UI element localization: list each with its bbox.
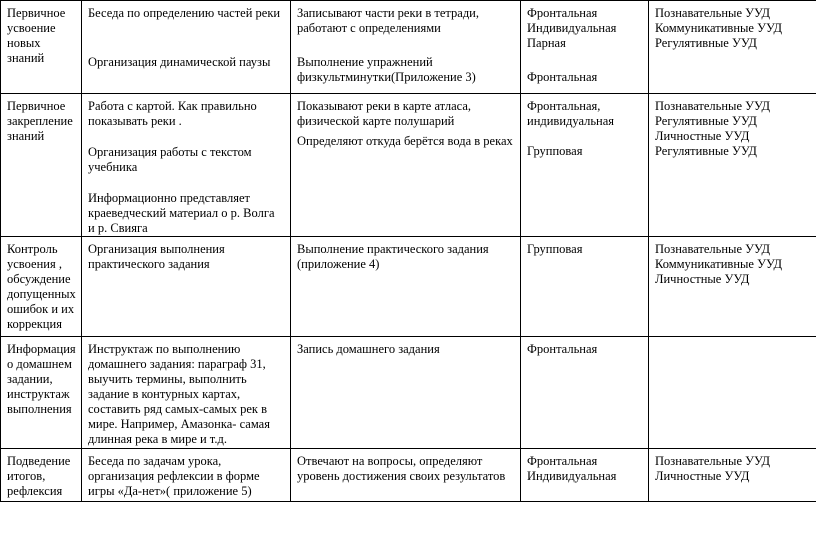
stage-cell: Первичное закрепление знаний bbox=[1, 94, 82, 237]
student-activity-cell: Выполнение практического задания (приложение 4) bbox=[291, 237, 521, 337]
stage-cell: Информация о домашнем задании, инструктаж выполнения bbox=[1, 337, 82, 449]
work-form-cell: Групповая bbox=[521, 237, 649, 337]
work-form-cell: Фронтальная, индивидуальная Групповая bbox=[521, 94, 649, 237]
student-activity-cell: Записывают части реки в тетради, работают с определениями Выполнение упражнений физкультминутки(Приложение 3) bbox=[291, 1, 521, 94]
table-row bbox=[1, 1, 816, 94]
uud-cell: Познавательные УУД Личностные УУД bbox=[649, 449, 816, 502]
work-form-cell: Фронтальная bbox=[521, 337, 649, 449]
table-row bbox=[1, 337, 816, 449]
uud-cell: Познавательные УУД Регулятивные УУД Личностные УУД Регулятивные УУД bbox=[649, 94, 816, 237]
teacher-activity-cell: Беседа по определению частей реки Организация динамической паузы bbox=[82, 1, 291, 94]
student-activity-cell: Запись домашнего задания bbox=[291, 337, 521, 449]
uud-cell: Познавательные УУД Коммуникативные УУД Личностные УУД bbox=[649, 237, 816, 337]
work-form-cell: Фронтальная Индивидуальная bbox=[521, 449, 649, 502]
student-activity-cell: Показывают реки в карте атласа, физической карте полушарий Определяют откуда берётся вода в реках bbox=[291, 94, 521, 237]
table-row bbox=[1, 94, 816, 237]
teacher-activity-cell: Беседа по задачам урока, организация рефлексии в форме игры «Да-нет»( приложение 5) bbox=[82, 449, 291, 502]
stage-cell: Контроль усвоения , обсуждение допущенных ошибок и их коррекция bbox=[1, 237, 82, 337]
teacher-activity-cell: Организация выполнения практического задания bbox=[82, 237, 291, 337]
table-row bbox=[1, 237, 816, 337]
teacher-activity-cell: Работа с картой. Как правильно показывать реки . Организация работы с текстом учебника Информационно представляет краеведческий материал о р. Волга и р. Свияга bbox=[82, 94, 291, 237]
table-row bbox=[1, 449, 816, 502]
stage-cell: Первичное усвоение новых знаний bbox=[1, 1, 82, 94]
uud-cell bbox=[649, 337, 816, 449]
student-activity-cell: Отвечают на вопросы, определяют уровень достижения своих результатов bbox=[291, 449, 521, 502]
teacher-activity-cell: Инструктаж по выполнению домашнего задания: параграф 31, выучить термины, выполнить задание в контурных картах, составить ряд самых-самых рек в мире. Например, Амазонка- самая длинная река в мире и т.д. bbox=[82, 337, 291, 449]
work-form-cell: Фронтальная Индивидуальная Парная Фронтальная bbox=[521, 1, 649, 94]
uud-cell: Познавательные УУД Коммуникативные УУД Регулятивные УУД bbox=[649, 1, 816, 94]
stage-cell: Подведение итогов, рефлексия bbox=[1, 449, 82, 502]
